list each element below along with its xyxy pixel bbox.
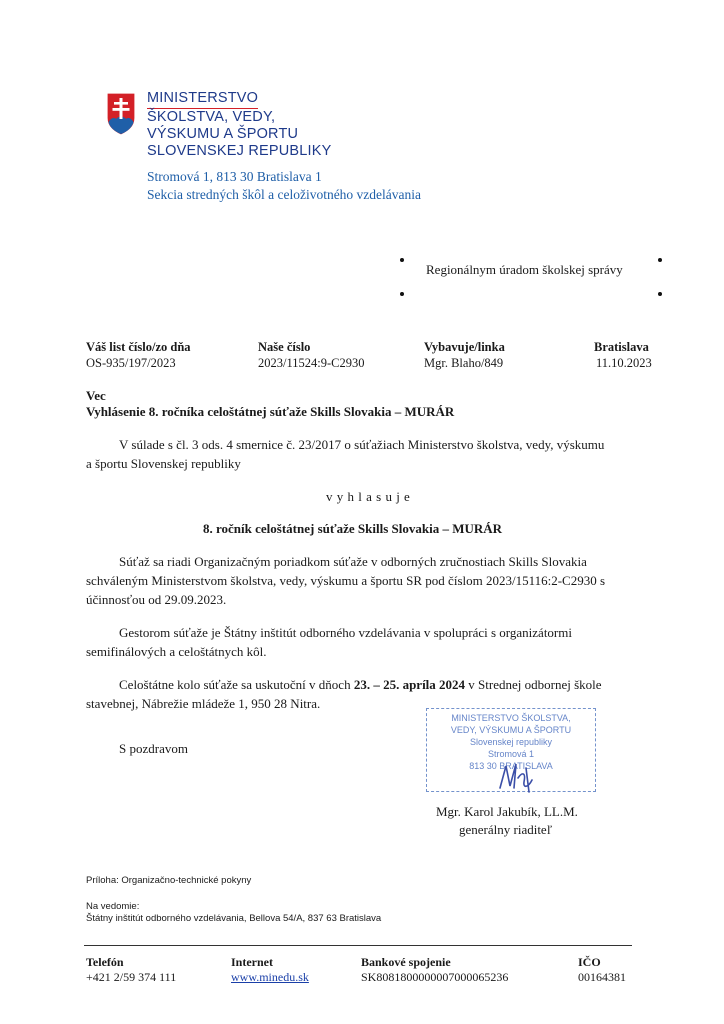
greeting: S pozdravom: [119, 741, 188, 756]
ministry-line-1: MINISTERSTVO: [147, 90, 258, 109]
footer-divider: [84, 945, 632, 946]
website-link[interactable]: www.minedu.sk: [231, 970, 309, 984]
handwritten-signature: [496, 758, 536, 796]
competition-title: 8. ročník celoštátnej súťaže Skills Slovakia – MURÁR: [203, 521, 503, 536]
paragraph-4-text-post: v Strednej odbornej škole: [465, 677, 602, 692]
address-window-mark: [400, 292, 404, 296]
ico-value: 00164381: [578, 970, 626, 984]
stamp-line-2: VEDY, VÝSKUMU A ŠPORTU: [450, 725, 572, 735]
paragraph-1-line-2: a športu Slovenskej republiky: [86, 456, 241, 471]
paragraph-4-line-2: stavebnej, Nábrežie mládeže 1, 950 28 Nitra.: [86, 696, 321, 711]
stamp-line-3: Slovenskej republiky: [469, 737, 553, 747]
declares-heading: v y h l a s u j e: [326, 489, 411, 504]
stamp-line-5: 813 30 BRATISLAVA: [469, 761, 553, 771]
our-number-label: Naše číslo: [258, 340, 311, 354]
handled-by-label: Vybavuje/linka: [424, 340, 505, 354]
paragraph-2-line-1: Súťaž sa riadi Organizačným poriadkom súťaže v odborných zručnostiach Skills Slovakia: [119, 554, 587, 569]
bank-label: Bankové spojenie: [361, 955, 451, 969]
internet-label: Internet: [231, 955, 273, 969]
paragraph-3-line-1: Gestorom súťaže je Štátny inštitút odborného vzdelávania v spolupráci s organizátormi: [119, 625, 572, 640]
paragraph-4-line-1: [119, 675, 602, 694]
paragraph-2-line-2: schváleným Ministerstvom školstva, vedy, výskumu a športu SR pod číslom 2023/15116:2-C2930 s: [86, 573, 606, 588]
date-value: 11.10.2023: [596, 356, 652, 370]
ministry-name: [147, 90, 332, 160]
city-label: Bratislava: [594, 340, 649, 354]
address-window-mark: [658, 258, 662, 262]
ministry-line-4: SLOVENSKEJ REPUBLIKY: [147, 143, 332, 159]
cc-value: Štátny inštitút odborného vzdelávania, Bellova 54/A, 837 63 Bratislava: [86, 913, 382, 924]
paragraph-1-line-1: V súlade s čl. 3 ods. 4 smernice č. 23/2017 o súťažiach Ministerstvo školstva, vedy, výskumu: [119, 437, 605, 452]
phone-label: Telefón: [86, 955, 124, 969]
our-number-value: 2023/11524:9-C2930: [258, 356, 365, 370]
recipient: Regionálnym úradom školskej správy: [426, 262, 623, 277]
bank-value: SK8081800000007000065236: [361, 970, 509, 984]
your-letter-label: Váš list číslo/zo dňa: [86, 340, 191, 354]
stamp-line-4: Stromová 1: [487, 749, 535, 759]
your-letter-value: OS-935/197/2023: [86, 356, 176, 370]
coat-of-arms-logo: [106, 92, 136, 136]
ministry-line-3: VÝSKUMU A ŠPORTU: [147, 126, 299, 142]
event-dates: 23. – 25. apríla 2024: [353, 677, 466, 692]
paragraph-2-line-3: účinnosťou od 29.09.2023.: [86, 592, 227, 607]
paragraph-4-text-pre: Celoštátne kolo súťaže sa uskutoční v dňoch: [119, 677, 354, 692]
attachment-note: Príloha: Organizačno-technické pokyny: [86, 875, 252, 886]
ico-label: IČO: [578, 955, 601, 969]
subject-label: Vec: [86, 388, 106, 403]
address-line-2: Sekcia stredných škôl a celoživotného vzdelávania: [147, 187, 422, 202]
address-window-mark: [400, 258, 404, 262]
phone-value: +421 2/59 374 111: [86, 970, 177, 984]
cc-label: Na vedomie:: [86, 901, 140, 912]
address-line-1: Stromová 1, 813 30 Bratislava 1: [147, 169, 322, 184]
signatory-name: Mgr. Karol Jakubík, LL.M.: [436, 804, 578, 819]
ministry-address: [147, 168, 421, 204]
address-window-mark: [658, 292, 662, 296]
handled-by-value: Mgr. Blaho/849: [424, 356, 504, 370]
signatory-role: generálny riaditeľ: [459, 822, 552, 837]
stamp-line-1: MINISTERSTVO ŠKOLSTVA,: [451, 713, 571, 723]
paragraph-3-line-2: semifinálových a celoštátnych kôl.: [86, 644, 267, 659]
ministry-line-2: ŠKOLSTVA, VEDY,: [147, 109, 276, 125]
subject-title: Vyhlásenie 8. ročníka celoštátnej súťaže Skills Slovakia – MURÁR: [86, 404, 455, 419]
